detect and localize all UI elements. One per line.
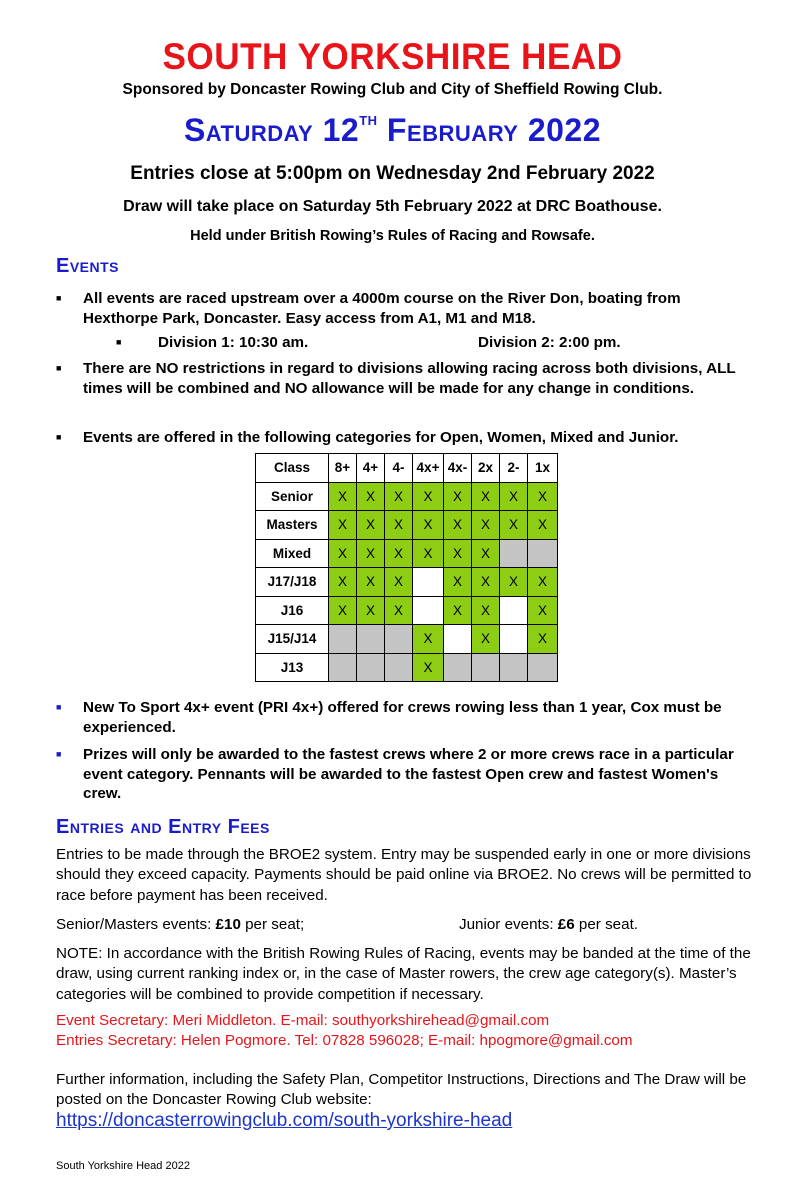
- event-available-cell: X: [385, 596, 413, 625]
- event-available-cell: X: [385, 511, 413, 540]
- entries-secretary: Entries Secretary: Helen Pogmore. Tel: 07828 596028; E-mail: hpogmore@gmail.com: [56, 1032, 633, 1049]
- page-title: SOUTH YORKSHIRE HEAD: [162, 36, 623, 77]
- event-available-cell: X: [357, 568, 385, 597]
- bullet-icon: ■: [56, 432, 62, 442]
- event-available-cell: X: [413, 539, 444, 568]
- junior-fee: [459, 915, 638, 935]
- junior-fee-label: Junior events:: [459, 916, 558, 933]
- junior-fee-suffix: per seat.: [574, 916, 639, 933]
- event-available-cell: X: [444, 511, 472, 540]
- event-unavailable-cell: [357, 653, 385, 682]
- table-header-row: [256, 454, 558, 483]
- event-available-cell: X: [528, 625, 558, 654]
- note-paragraph: NOTE: In accordance with the British Rowing Rules of Racing, events may be banded at the time of the draw, using current ranking index or, in the case of Master rowers, the crew age category(s). Master’s categories will be combined to provide competition if necessary.: [56, 945, 751, 1003]
- date-ordinal: TH: [359, 113, 378, 128]
- event-available-cell: X: [472, 596, 500, 625]
- event-unavailable-cell: [413, 568, 444, 597]
- event-available-cell: X: [413, 625, 444, 654]
- bullet-categories: [56, 428, 756, 448]
- event-unavailable-cell: [528, 653, 558, 682]
- table-header-cell: Class: [256, 454, 329, 483]
- table-row: [256, 625, 558, 654]
- event-available-cell: X: [500, 511, 528, 540]
- event-unavailable-cell: [500, 625, 528, 654]
- event-secretary: Event Secretary: Meri Middleton. E-mail: southyorkshirehead@gmail.com: [56, 1012, 550, 1029]
- event-available-cell: X: [472, 625, 500, 654]
- sponsor-line: Sponsored by Doncaster Rowing Club and City of Sheffield Rowing Club.: [122, 81, 663, 98]
- event-available-cell: X: [528, 568, 558, 597]
- rules-line: Held under British Rowing’s Rules of Racing and Rowsafe.: [190, 228, 595, 244]
- event-unavailable-cell: [500, 539, 528, 568]
- footer-text: South Yorkshire Head 2022: [56, 1160, 190, 1172]
- event-available-cell: X: [472, 482, 500, 511]
- bullet-restrictions: [56, 359, 756, 398]
- event-available-cell: X: [329, 539, 357, 568]
- bullet-new-to-sport: [56, 698, 756, 737]
- table-row: [256, 596, 558, 625]
- bullet-icon: ■: [116, 337, 122, 347]
- event-available-cell: X: [472, 511, 500, 540]
- event-available-cell: X: [413, 511, 444, 540]
- table-header-cell: 8+: [329, 454, 357, 483]
- event-unavailable-cell: [472, 653, 500, 682]
- website-link[interactable]: https://doncasterrowingclub.com/south-yorkshire-head: [56, 1110, 513, 1131]
- event-unavailable-cell: [444, 625, 472, 654]
- event-available-cell: X: [385, 539, 413, 568]
- event-available-cell: X: [444, 539, 472, 568]
- event-date: [0, 112, 785, 149]
- division-1: Division 1: 10:30 am.: [158, 334, 309, 351]
- row-label: J17/J18: [256, 568, 329, 597]
- table-header-cell: 2x: [472, 454, 500, 483]
- bullet-categories-text: Events are offered in the following categories for Open, Women, Mixed and Junior.: [83, 429, 679, 446]
- table-body: [256, 482, 558, 682]
- event-available-cell: X: [385, 482, 413, 511]
- date-rest: February 2022: [377, 112, 602, 148]
- table-header-cell: 4x+: [413, 454, 444, 483]
- event-available-cell: X: [500, 482, 528, 511]
- entries-close-line: Entries close at 5:00pm on Wednesday 2nd February 2022: [130, 163, 655, 184]
- bullet-course-line1: All events are raced upstream over a 4000m course on the River Don, boating from: [83, 290, 681, 307]
- event-unavailable-cell: [385, 625, 413, 654]
- row-label: Masters: [256, 511, 329, 540]
- event-available-cell: X: [329, 482, 357, 511]
- table-header-cell: 4+: [357, 454, 385, 483]
- bullet-icon: ■: [56, 702, 62, 712]
- event-available-cell: X: [357, 596, 385, 625]
- junior-fee-price: £6: [557, 916, 575, 933]
- row-label: J13: [256, 653, 329, 682]
- event-unavailable-cell: [500, 653, 528, 682]
- event-available-cell: X: [528, 482, 558, 511]
- table-row: [256, 482, 558, 511]
- table-row: [256, 539, 558, 568]
- event-available-cell: X: [444, 596, 472, 625]
- bullet-icon: ■: [56, 363, 62, 373]
- bullet-new-to-sport-text: New To Sport 4x+ event (PRI 4x+) offered for crews rowing less than 1 year, Cox must be experienced.: [83, 699, 722, 736]
- entries-paragraph: Entries to be made through the BROE2 system. Entry may be suspended early in one or more divisions should they exceed capacity. Payments should be paid online via BROE2. No crews will be permitted to race before payment has been received.: [56, 846, 752, 904]
- event-unavailable-cell: [500, 596, 528, 625]
- event-available-cell: X: [413, 653, 444, 682]
- event-available-cell: X: [357, 482, 385, 511]
- event-available-cell: X: [500, 568, 528, 597]
- table-header-cell: 2-: [500, 454, 528, 483]
- event-available-cell: X: [329, 511, 357, 540]
- event-unavailable-cell: [329, 653, 357, 682]
- bullet-prizes-text: Prizes will only be awarded to the fastest crews where 2 or more crews race in a particular event category. Pennants will be awarded to the fastest Open crew and fastest Women's crew.: [83, 746, 734, 802]
- division-2: Division 2: 2:00 pm.: [478, 334, 621, 351]
- bullet-course-line2: Hexthorpe Park, Doncaster. Easy access from A1, M1 and M18.: [83, 309, 536, 327]
- further-info: Further information, including the Safety Plan, Competitor Instructions, Directions and The Draw will be posted on the Doncaster Rowing Club website:: [56, 1071, 747, 1109]
- event-available-cell: X: [472, 568, 500, 597]
- row-label: Senior: [256, 482, 329, 511]
- event-available-cell: X: [528, 596, 558, 625]
- table-header-cell: 4x-: [444, 454, 472, 483]
- date-prefix: Saturday 12: [183, 112, 360, 148]
- bullet-prizes: [56, 745, 756, 804]
- row-label: Mixed: [256, 539, 329, 568]
- table-header-cell: 1x: [528, 454, 558, 483]
- senior-fee-suffix: per seat;: [240, 916, 305, 933]
- event-available-cell: X: [413, 482, 444, 511]
- table-header-cell: 4-: [385, 454, 413, 483]
- fees-heading: Entries and Entry Fees: [56, 816, 270, 838]
- event-available-cell: X: [444, 482, 472, 511]
- event-available-cell: X: [329, 568, 357, 597]
- bullet-icon: ■: [56, 293, 62, 303]
- event-unavailable-cell: [329, 625, 357, 654]
- draw-line: Draw will take place on Saturday 5th February 2022 at DRC Boathouse.: [123, 198, 662, 215]
- event-available-cell: X: [385, 568, 413, 597]
- table-row: [256, 653, 558, 682]
- event-unavailable-cell: [528, 539, 558, 568]
- event-available-cell: X: [472, 539, 500, 568]
- table-row: [256, 511, 558, 540]
- event-unavailable-cell: [444, 653, 472, 682]
- events-heading: Events: [56, 255, 120, 277]
- senior-fee-label: Senior/Masters events:: [56, 916, 216, 933]
- event-unavailable-cell: [413, 596, 444, 625]
- class-table: [255, 453, 558, 682]
- bullet-restrictions-text: There are NO restrictions in regard to divisions allowing racing across both divisions, ALL times will be combined and NO allowance will be made for any change in conditions.: [83, 360, 736, 397]
- event-available-cell: X: [528, 511, 558, 540]
- senior-fee-price: £10: [215, 916, 241, 933]
- row-label: J16: [256, 596, 329, 625]
- fees-row: [56, 915, 756, 935]
- event-available-cell: X: [357, 539, 385, 568]
- bullet-icon: ■: [56, 749, 62, 759]
- bullet-course: [56, 289, 756, 328]
- event-unavailable-cell: [357, 625, 385, 654]
- event-unavailable-cell: [385, 653, 413, 682]
- senior-fee: [56, 916, 304, 933]
- table-row: [256, 568, 558, 597]
- event-available-cell: X: [444, 568, 472, 597]
- row-label: J15/J14: [256, 625, 329, 654]
- event-available-cell: X: [329, 596, 357, 625]
- event-available-cell: X: [357, 511, 385, 540]
